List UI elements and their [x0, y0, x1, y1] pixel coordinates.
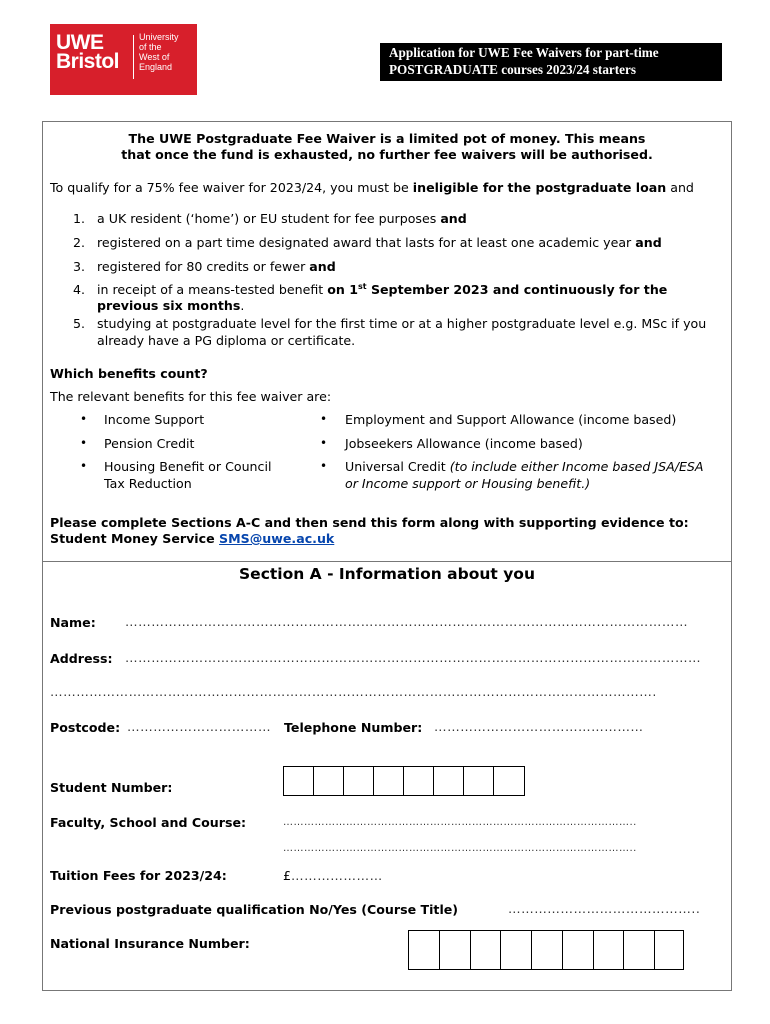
student-number-label: Student Number: [50, 780, 173, 795]
digit-box[interactable] [344, 767, 374, 795]
name-label: Name: [50, 615, 96, 630]
criteria-item-4: in receipt of a means-tested benefit on 1st September 2023 and continuously for the [97, 281, 668, 297]
criteria-num-4: 4. [73, 282, 86, 297]
criteria-num-3: 3. [73, 259, 86, 274]
logo-main-text: UWE Bristol [56, 31, 120, 73]
criteria-num-5: 5. [73, 316, 86, 331]
criteria-item-3: registered for 80 credits or fewer and [97, 259, 336, 274]
logo-divider [133, 35, 134, 79]
benefit-jsa: Jobseekers Allowance (income based) [345, 436, 583, 451]
tuition-field[interactable]: £………………… [283, 868, 383, 883]
char-box[interactable] [440, 931, 471, 969]
criteria-item-5: studying at postgraduate level for the first time or at a higher postgraduate level e.g. MSc if you [97, 316, 707, 331]
ni-number-boxes[interactable] [408, 930, 684, 970]
uwe-bristol-logo [50, 24, 197, 95]
benefit-pension-credit: Pension Credit [104, 436, 195, 451]
telephone-label: Telephone Number: [284, 720, 423, 735]
char-box[interactable] [471, 931, 502, 969]
ni-number-label: National Insurance Number: [50, 936, 250, 951]
benefit-universal-credit-line-2: or Income support or Housing benefit.) [345, 476, 591, 491]
criteria-num-2: 2. [73, 235, 86, 250]
prev-qual-label: Previous postgraduate qualification No/Yes (Course Title) [50, 902, 459, 917]
digit-box[interactable] [494, 767, 524, 795]
criteria-item-2: registered on a part time designated award that lasts for at least one academic year and [97, 235, 662, 250]
criteria-item-1: a UK resident (‘home’) or EU student for fee purposes and [97, 211, 467, 226]
name-field[interactable]: ………………………………………………………………………………………………………………… [125, 614, 689, 629]
char-box[interactable] [594, 931, 625, 969]
notice-line-2: that once the fund is exhausted, no further fee waivers will be authorised. [121, 147, 653, 162]
faculty-field-line-2[interactable]: ……………………………………………………………………………………….. [283, 843, 637, 854]
faculty-label: Faculty, School and Course: [50, 815, 247, 830]
section-a-title: Section A - Information about you [239, 565, 535, 583]
instructions-line-1: Please complete Sections A-C and then send this form along with supporting evidence to: [50, 515, 689, 530]
address-field-line-2[interactable]: …………………………………………………………………………………………………………………………. [50, 684, 657, 699]
digit-box[interactable] [404, 767, 434, 795]
form-title-banner: Application for UWE Fee Waivers for part-time POSTGRADUATE courses 2023/24 starters [380, 43, 722, 81]
digit-box[interactable] [314, 767, 344, 795]
benefits-heading: Which benefits count? [50, 366, 208, 381]
char-box[interactable] [501, 931, 532, 969]
form-frame [42, 121, 732, 991]
char-box[interactable] [624, 931, 655, 969]
benefit-universal-credit: Universal Credit (to include either Income based JSA/ESA [345, 459, 704, 474]
postcode-field[interactable]: …………………………… [127, 719, 272, 734]
student-number-boxes[interactable] [283, 766, 525, 796]
benefit-housing-benefit: Housing Benefit or Council [104, 459, 272, 474]
bullet-dot: • [80, 412, 88, 426]
bullet-dot: • [320, 436, 328, 450]
bullet-dot: • [320, 412, 328, 426]
benefits-intro: The relevant benefits for this fee waiver are: [50, 389, 332, 404]
tuition-label: Tuition Fees for 2023/24: [50, 868, 227, 883]
char-box[interactable] [409, 931, 440, 969]
criteria-item-5-line-2: already have a PG diploma or certificate. [97, 333, 356, 348]
criteria-item-4-line-2: previous six months. [97, 298, 245, 313]
email-link[interactable]: SMS@uwe.ac.uk [219, 531, 335, 546]
bullet-dot: • [80, 436, 88, 450]
address-field-line-1[interactable]: …………………………………………………………………………………………………………………… [125, 650, 702, 665]
instructions-line-2: Student Money Service SMS@uwe.ac.uk [50, 531, 335, 546]
bullet-dot: • [80, 459, 88, 473]
logo-sub-text: University of the West of England [139, 32, 179, 72]
benefit-esa: Employment and Support Allowance (income based) [345, 412, 677, 427]
digit-box[interactable] [434, 767, 464, 795]
qualify-sentence: To qualify for a 75% fee waiver for 2023/24, you must be ineligible for the postgraduate loan and [50, 180, 694, 195]
digit-box[interactable] [374, 767, 404, 795]
char-box[interactable] [563, 931, 594, 969]
address-label: Address: [50, 651, 113, 666]
digit-box[interactable] [284, 767, 314, 795]
benefit-income-support: Income Support [104, 412, 205, 427]
bullet-dot: • [320, 459, 328, 473]
telephone-field[interactable]: ………………………………………… [434, 719, 644, 734]
postcode-label: Postcode: [50, 720, 121, 735]
faculty-field-line-1[interactable]: ……………………………………………………………………………………….. [283, 817, 637, 828]
criteria-num-1: 1. [73, 211, 86, 226]
notice-line-1: The UWE Postgraduate Fee Waiver is a limited pot of money. This means [128, 131, 646, 146]
char-box[interactable] [532, 931, 563, 969]
benefit-housing-benefit-line-2: Tax Reduction [104, 476, 192, 491]
char-box[interactable] [655, 931, 683, 969]
prev-qual-field[interactable]: …………………………………….. [508, 901, 701, 916]
digit-box[interactable] [464, 767, 494, 795]
